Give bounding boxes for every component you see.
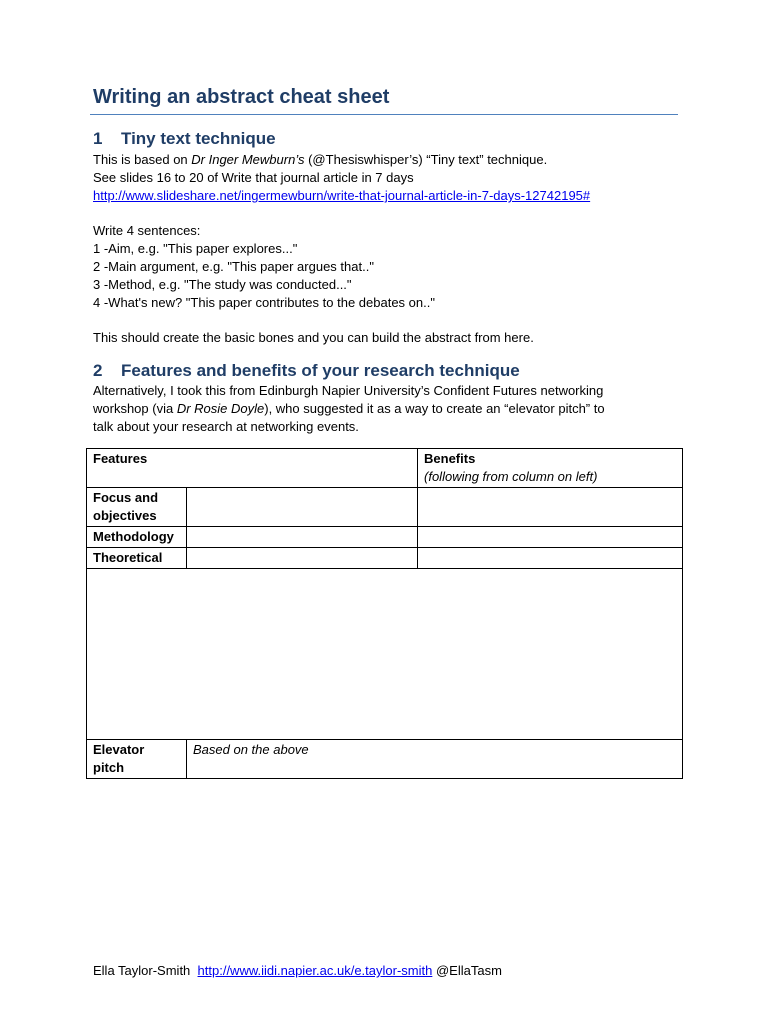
intro-author: Dr Inger Mewburn’s xyxy=(191,152,305,167)
sentence-item: 3 -Method, e.g. "The study was conducted..." xyxy=(93,277,352,292)
elevator-pitch-row xyxy=(87,740,683,779)
section-2-heading xyxy=(93,361,520,381)
section-1-title: Tiny text technique xyxy=(121,129,276,148)
row-label-elevator-pitch xyxy=(87,740,187,779)
title-underline xyxy=(90,114,678,115)
feature-cell-focus[interactable] xyxy=(187,488,418,527)
benefit-cell-focus[interactable] xyxy=(418,488,683,527)
footer-link[interactable]: http://www.iidi.napier.ac.uk/e.taylor-smith xyxy=(197,963,433,978)
benefits-header-cell xyxy=(418,449,683,488)
sentence-item: 2 -Main argument, e.g. "This paper argues that.." xyxy=(93,259,374,274)
footer-handle: @EllaTasm xyxy=(435,963,502,978)
para-prefix: workshop (via xyxy=(93,401,177,416)
sentence-item: 4 -What's new? "This paper contributes to the debates on.." xyxy=(93,295,435,310)
feature-cell-theoretical[interactable] xyxy=(187,548,418,569)
intro-suffix: (@Thesiswhisper’s) “Tiny text” technique. xyxy=(304,152,548,167)
closing-text xyxy=(93,329,534,347)
section-2-number: 2 xyxy=(93,361,103,380)
section-2-title: Features and benefits of your research technique xyxy=(121,361,520,380)
para-suffix: ), who suggested it as a way to create an “elevator pitch” to xyxy=(264,401,605,416)
pitch-label-line: Elevator xyxy=(93,742,145,757)
sentence-item: 1 -Aim, e.g. "This paper explores..." xyxy=(93,241,298,256)
sentences-block xyxy=(93,222,435,312)
intro-prefix: This is based on xyxy=(93,152,192,167)
elevator-pitch-cell[interactable]: Based on the above xyxy=(187,740,683,779)
table-row xyxy=(87,527,683,548)
benefits-header: Benefits xyxy=(424,451,476,466)
table-row xyxy=(87,548,683,569)
closing-line: This should create the basic bones and you can build the abstract from here. xyxy=(93,330,534,345)
footer-author: Ella Taylor-Smith xyxy=(93,963,191,978)
section-1-intro xyxy=(93,151,590,205)
table-header-row xyxy=(87,449,683,488)
notes-area[interactable] xyxy=(87,569,683,740)
footer xyxy=(93,962,502,980)
features-benefits-table xyxy=(86,448,683,779)
para-line: talk about your research at networking events. xyxy=(93,419,359,434)
benefits-subheader: (following from column on left) xyxy=(424,469,598,484)
section-1-number: 1 xyxy=(93,129,103,148)
slides-line: See slides 16 to 20 of Write that journal article in 7 days xyxy=(93,170,414,185)
row-label-focus xyxy=(87,488,187,527)
row-label-theoretical: Theoretical xyxy=(87,548,187,569)
benefit-cell-theoretical[interactable] xyxy=(418,548,683,569)
section-1-heading xyxy=(93,129,276,149)
table-blank-row xyxy=(87,569,683,740)
intro-line xyxy=(93,151,590,169)
table-row xyxy=(87,488,683,527)
slideshare-link[interactable]: http://www.slideshare.net/ingermewburn/write-that-journal-article-in-7-days-12742195# xyxy=(93,188,591,203)
para-person: Dr Rosie Doyle xyxy=(176,401,265,416)
row-label-methodology: Methodology xyxy=(87,527,187,548)
para-line xyxy=(93,400,605,418)
feature-cell-methodology[interactable] xyxy=(187,527,418,548)
pitch-label-line: pitch xyxy=(93,760,125,775)
features-header: Features xyxy=(87,449,418,488)
section-2-paragraph xyxy=(93,382,605,436)
page-title: Writing an abstract cheat sheet xyxy=(93,86,390,108)
row-label-line: objectives xyxy=(93,508,157,523)
benefit-cell-methodology[interactable] xyxy=(418,527,683,548)
row-label-line: Focus and xyxy=(93,490,159,505)
sentences-title: Write 4 sentences: xyxy=(93,223,201,238)
para-line: Alternatively, I took this from Edinburgh Napier University’s Confident Futures networking xyxy=(93,383,604,398)
